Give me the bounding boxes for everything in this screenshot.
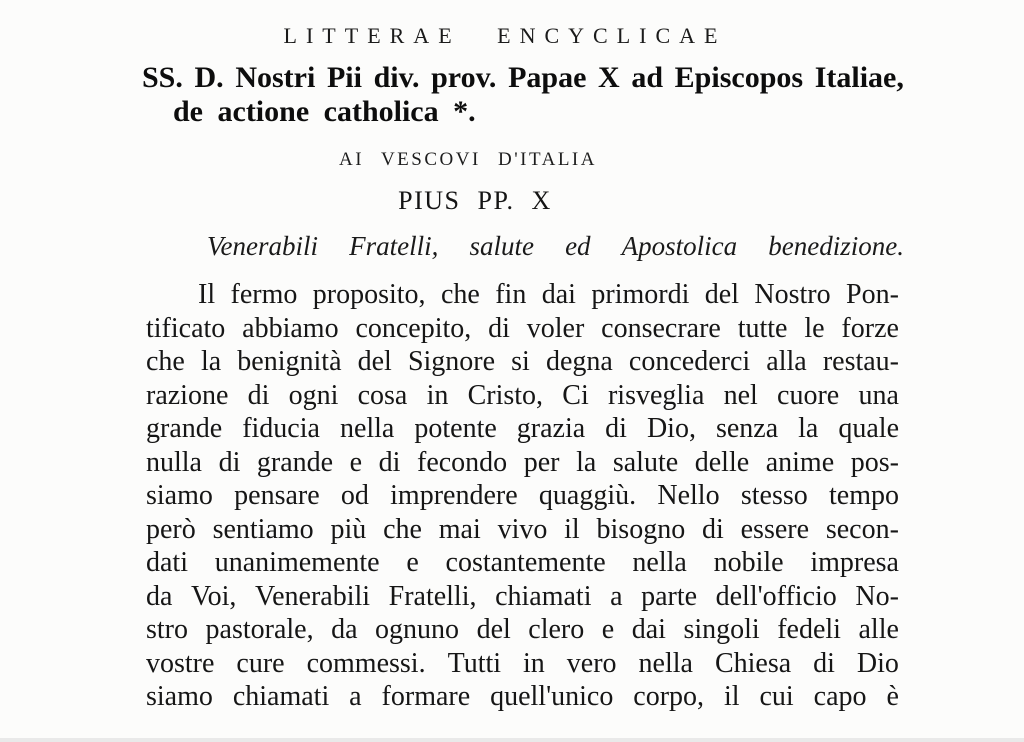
body-line: tificato abbiamo concepito, di voler consecrare tutte le forze [146,312,899,344]
kicker-heading: LITTERAE ENCYCLICAE [283,23,727,48]
body-paragraph [146,278,899,714]
body-line: siamo pensare od imprendere quaggiù. Nello stesso tempo [146,480,899,511]
addressee-line: AI VESCOVI D'ITALIA [339,149,597,170]
body-line: che la benignità del Signore si degna concederci alla restau- [146,346,899,377]
body-line: da Voi, Venerabili Fratelli, chiamati a parte dell'officio No- [146,580,899,612]
pope-name: PIUS PP. X [398,186,552,215]
body-line: siamo chiamati a formare quell'unico corpo, il cui capo è [146,681,899,712]
body-line: però sentiamo più che mai vivo il bisogno di essere secon- [146,513,899,545]
encyclical-title [142,61,904,129]
body-line: vostre cure commessi. Tutti in vero nella Chiesa di Dio [146,647,899,679]
body-line: dati unanimemente e costantemente nella nobile impresa [146,547,899,578]
salutation-line: Venerabili Fratelli, salute ed Apostolica benedizione. [207,231,904,261]
body-line: stro pastorale, da ognuno del clero e dai singoli fedeli alle [146,614,899,645]
body-line: grande fiducia nella potente grazia di Dio, senza la quale [146,413,899,444]
body-line: Il fermo proposito, che fin dai primordi del Nostro Pon- [198,279,899,310]
title-line-2: de actione catholica *. [173,95,476,128]
body-line: razione di ogni cosa in Cristo, Ci risveglia nel cuore una [146,379,899,411]
body-line: nulla di grande e di fecondo per la salute delle anime pos- [146,446,899,478]
title-line-1: SS. D. Nostri Pii div. prov. Papae X ad Episcopos Italiae, [142,61,904,94]
